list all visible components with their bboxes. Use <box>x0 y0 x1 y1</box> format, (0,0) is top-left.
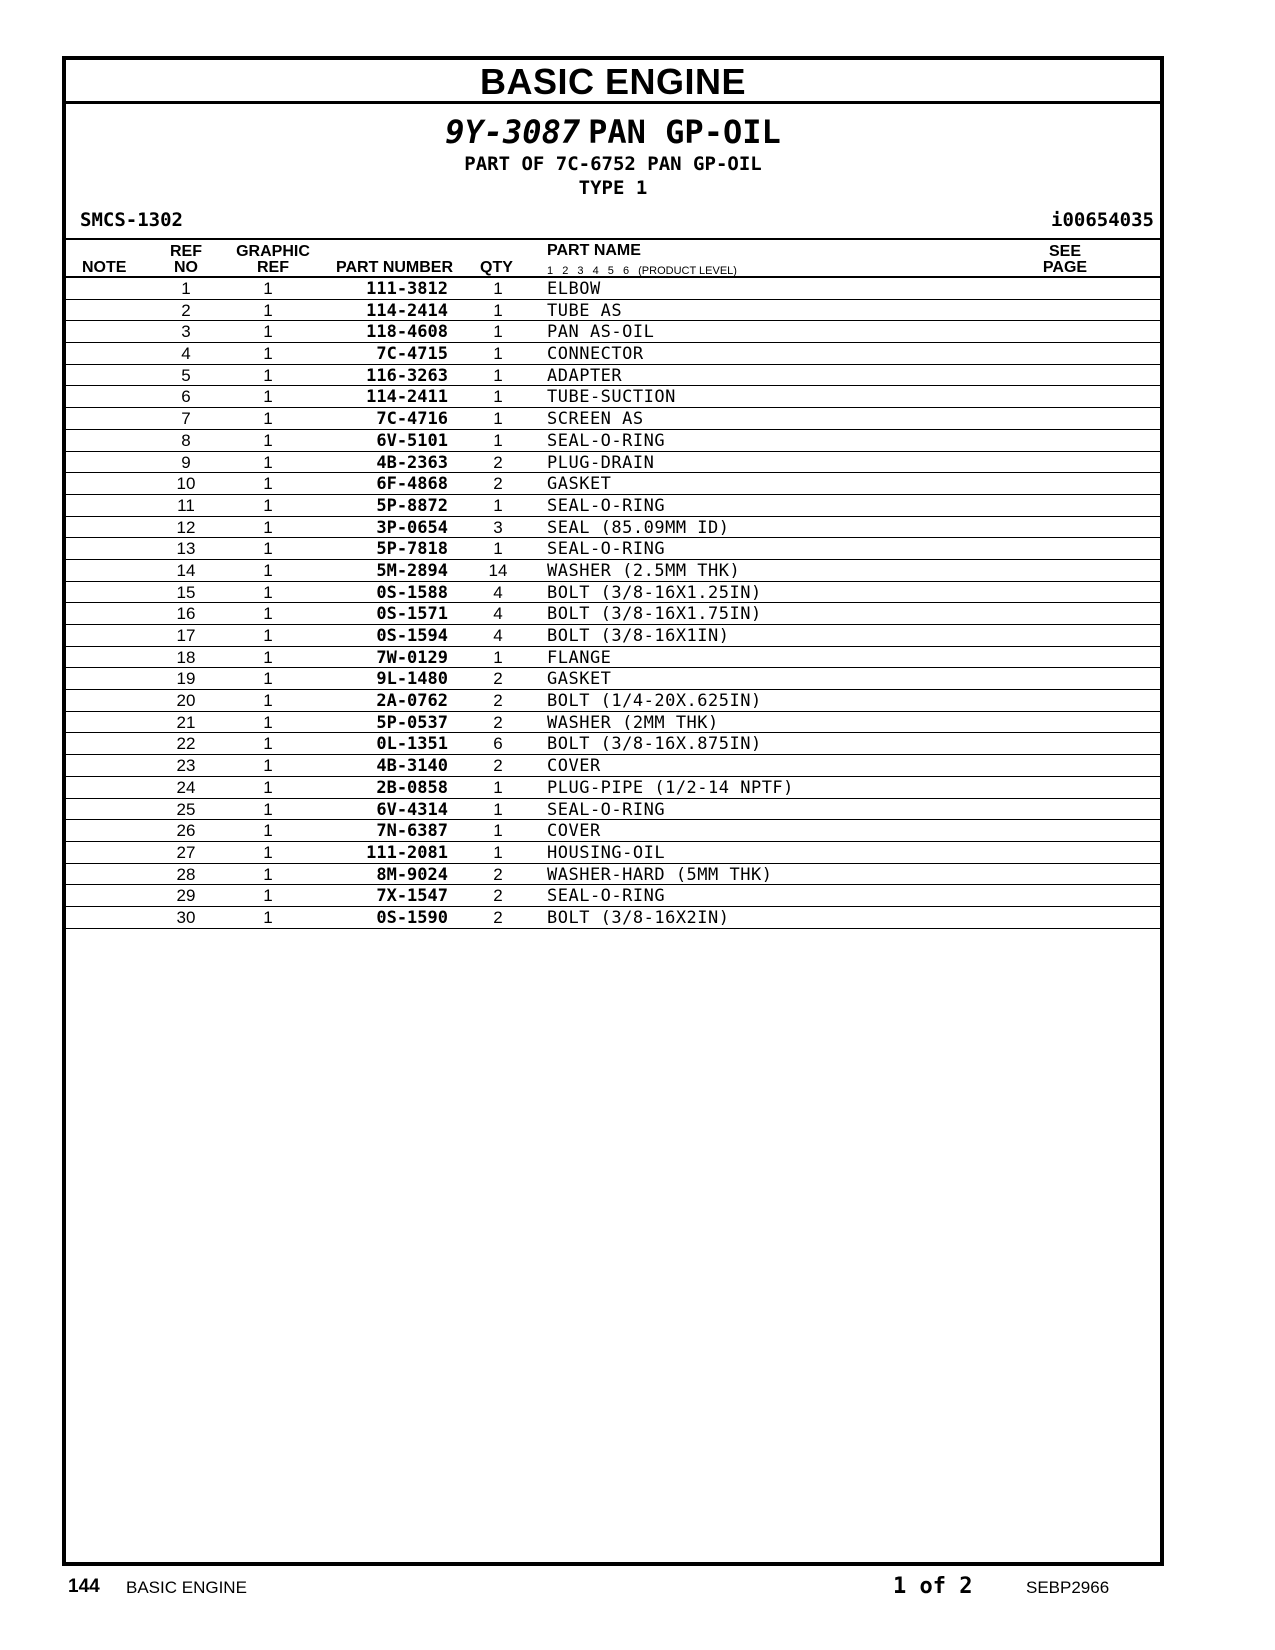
table-row <box>66 712 1160 734</box>
part-name-cell: ADAPTER <box>547 365 623 386</box>
table-row <box>66 430 1160 452</box>
part-name-cell: SCREEN AS <box>547 409 644 430</box>
part-number-cell: 0S-1594 <box>376 626 448 646</box>
graphic-ref-cell: 1 <box>263 691 273 711</box>
qty-cell: 2 <box>493 756 503 776</box>
part-number-cell: 7C-4716 <box>376 409 448 430</box>
qty-cell: 1 <box>493 842 503 862</box>
part-number-cell: 5P-0537 <box>376 712 448 733</box>
group-name: PAN GP-OIL <box>588 113 781 151</box>
part-number-cell: 0S-1588 <box>376 582 448 603</box>
ref-no-cell: 24 <box>176 777 196 797</box>
table-row <box>66 668 1160 690</box>
part-number-cell: 7X-1547 <box>376 886 448 907</box>
ref-no-cell: 9 <box>181 452 191 472</box>
part-name-cell: BOLT (3/8-16X.875IN) <box>547 734 762 755</box>
part-name-cell: CONNECTOR <box>547 344 644 365</box>
type-line: TYPE 1 <box>578 177 648 199</box>
graphic-ref-cell: 1 <box>263 279 273 298</box>
part-number-cell: 118-4608 <box>366 322 448 343</box>
ref-no-cell: 13 <box>176 539 196 559</box>
ref-no-cell: 29 <box>176 886 196 906</box>
header-ref-no <box>166 244 206 276</box>
table-row <box>66 517 1160 539</box>
ref-no-cell: 1 <box>181 279 191 298</box>
part-name-cell: BOLT (3/8-16X1IN) <box>547 626 730 646</box>
qty-cell: 1 <box>493 279 503 298</box>
part-name-cell: BOLT (3/8-16X2IN) <box>547 907 730 928</box>
table-row <box>66 365 1160 387</box>
graphic-ref-cell: 1 <box>263 452 273 472</box>
part-number-cell: 114-2411 <box>366 387 448 408</box>
ref-no-cell: 8 <box>181 430 191 450</box>
table-row <box>66 300 1160 322</box>
qty-cell: 1 <box>493 387 503 407</box>
group-number: 9Y-3087 <box>445 113 581 151</box>
level-1: 1 <box>547 265 554 277</box>
part-number-cell: 111-2081 <box>366 842 448 863</box>
graphic-ref-cell: 1 <box>263 495 273 515</box>
graphic-ref-cell: 1 <box>263 322 273 342</box>
ref-no-cell: 14 <box>176 560 196 580</box>
table-row <box>66 625 1160 647</box>
qty-cell: 1 <box>493 409 503 429</box>
part-name-cell: PAN AS-OIL <box>547 322 655 343</box>
table-row <box>66 733 1160 755</box>
part-name-cell: SEAL-O-RING <box>547 886 666 907</box>
ref-no-cell: 16 <box>176 604 196 624</box>
footer-section-name: BASIC ENGINE <box>126 1578 247 1597</box>
qty-cell: 2 <box>493 886 503 906</box>
part-number-cell: 7N-6387 <box>376 821 448 842</box>
table-row <box>66 386 1160 408</box>
part-number-cell: 3P-0654 <box>376 517 448 538</box>
smcs-code: SMCS-1302 <box>80 209 183 231</box>
table-row <box>66 560 1160 582</box>
part-number-cell: 111-3812 <box>366 279 448 299</box>
page-of-count: 1 of 2 <box>893 1574 973 1599</box>
level-6: 6 <box>622 265 630 277</box>
part-name-cell: WASHER (2.5MM THK) <box>547 560 741 581</box>
part-name-cell: COVER <box>547 756 601 777</box>
part-number-cell: 9L-1480 <box>376 669 448 690</box>
graphic-ref-cell: 1 <box>263 842 273 862</box>
table-row <box>66 452 1160 474</box>
table-row <box>66 603 1160 625</box>
ref-no-cell: 18 <box>176 647 196 667</box>
graphic-ref-cell: 1 <box>263 647 273 667</box>
part-name-cell: WASHER (2MM THK) <box>547 712 719 733</box>
qty-cell: 1 <box>493 322 503 342</box>
qty-cell: 4 <box>493 604 503 624</box>
header-see-page <box>1041 244 1089 276</box>
part-number-cell: 7W-0129 <box>376 647 448 668</box>
ref-no-cell: 11 <box>177 495 195 515</box>
graphic-ref-cell: 1 <box>263 560 273 580</box>
header-note: NOTE <box>82 259 127 276</box>
graphic-ref-cell: 1 <box>263 300 273 320</box>
part-number-cell: 2B-0858 <box>376 777 448 798</box>
table-row <box>66 321 1160 343</box>
header-graphic-ref-line1: GRAPHIC <box>236 243 310 260</box>
qty-cell: 1 <box>493 799 503 819</box>
part-number-cell: 5P-7818 <box>376 539 448 560</box>
qty-cell: 1 <box>493 430 503 450</box>
part-name-cell: PLUG-DRAIN <box>547 452 655 473</box>
ref-no-cell: 28 <box>176 864 196 884</box>
table-row <box>66 343 1160 365</box>
header-ref-no-line2: NO <box>174 259 198 276</box>
part-name-cell: COVER <box>547 821 601 842</box>
qty-cell: 1 <box>493 495 503 515</box>
header-see-page-line1: SEE <box>1048 243 1081 260</box>
part-name-cell: TUBE AS <box>547 300 623 321</box>
qty-cell: 3 <box>493 517 503 537</box>
graphic-ref-cell: 1 <box>263 365 273 385</box>
ref-no-cell: 19 <box>176 669 196 689</box>
header-product-levels <box>547 263 737 279</box>
header-see-page-line2: PAGE <box>1042 259 1088 276</box>
table-row <box>66 842 1160 864</box>
graphic-ref-cell: 1 <box>263 756 273 776</box>
graphic-ref-cell: 1 <box>263 734 273 754</box>
part-of-line: PART OF 7C-6752 PAN GP-OIL <box>464 153 762 175</box>
part-number-cell: 8M-9024 <box>376 864 448 885</box>
part-number-cell: 7C-4715 <box>376 344 448 365</box>
table-row <box>66 690 1160 712</box>
part-name-cell: BOLT (3/8-16X1.75IN) <box>547 604 762 625</box>
part-name-cell: ELBOW <box>547 279 601 299</box>
ref-no-cell: 2 <box>181 300 191 320</box>
group-heading <box>66 114 1160 150</box>
ref-no-cell: 17 <box>176 626 196 645</box>
header-part-number: PART NUMBER <box>336 259 454 276</box>
table-row <box>66 538 1160 560</box>
table-row <box>66 755 1160 777</box>
graphic-ref-cell: 1 <box>263 409 273 429</box>
part-name-cell: SEAL-O-RING <box>547 430 666 451</box>
part-number-cell: 6V-4314 <box>376 799 448 820</box>
qty-cell: 2 <box>493 669 503 689</box>
section-title-bar <box>66 60 1160 104</box>
graphic-ref-cell: 1 <box>263 430 273 450</box>
graphic-ref-cell: 1 <box>263 712 273 732</box>
qty-cell: 1 <box>493 300 503 320</box>
table-row <box>66 777 1160 799</box>
ref-no-cell: 25 <box>176 799 196 819</box>
qty-cell: 6 <box>493 734 503 754</box>
qty-cell: 2 <box>493 452 503 472</box>
parts-table-body <box>66 278 1160 929</box>
qty-cell: 14 <box>488 560 508 580</box>
ref-no-cell: 21 <box>176 712 196 732</box>
table-row <box>66 864 1160 886</box>
qty-cell: 1 <box>493 647 503 667</box>
header-qty: QTY <box>480 259 513 276</box>
graphic-ref-cell: 1 <box>263 799 273 819</box>
part-name-cell: FLANGE <box>547 647 612 668</box>
part-name-cell: GASKET <box>547 669 612 690</box>
section-title: BASIC ENGINE <box>479 61 747 102</box>
graphic-ref-cell: 1 <box>263 821 273 841</box>
part-name-cell: SEAL-O-RING <box>547 799 666 820</box>
part-name-cell: SEAL (85.09MM ID) <box>547 517 730 538</box>
table-row <box>66 495 1160 517</box>
qty-cell: 1 <box>493 777 503 797</box>
illustration-id: i00654035 <box>1051 209 1154 231</box>
part-number-cell: 4B-3140 <box>376 756 448 777</box>
part-number-cell: 0L-1351 <box>376 734 448 755</box>
part-name-cell: GASKET <box>547 474 612 495</box>
part-number-cell: 5M-2894 <box>376 560 448 581</box>
part-name-cell: PLUG-PIPE (1/2-14 NPTF) <box>547 777 794 798</box>
page-number: 144 <box>68 1576 100 1597</box>
table-row <box>66 582 1160 604</box>
graphic-ref-cell: 1 <box>263 517 273 537</box>
qty-cell: 4 <box>493 582 503 602</box>
qty-cell: 2 <box>493 712 503 732</box>
part-number-cell: 6V-5101 <box>376 430 448 451</box>
table-header <box>66 238 1160 278</box>
table-row <box>66 885 1160 907</box>
ref-no-cell: 5 <box>181 365 191 385</box>
qty-cell: 2 <box>493 474 503 494</box>
ref-no-cell: 27 <box>176 842 196 862</box>
header-graphic-ref <box>228 244 318 276</box>
ref-no-cell: 20 <box>176 691 196 711</box>
graphic-ref-cell: 1 <box>263 474 273 494</box>
product-level-label: (PRODUCT LEVEL) <box>638 265 737 277</box>
qty-cell: 2 <box>493 864 503 884</box>
ref-no-cell: 15 <box>176 582 196 602</box>
graphic-ref-cell: 1 <box>263 539 273 559</box>
ref-no-cell: 26 <box>176 821 196 841</box>
ref-no-cell: 6 <box>181 387 191 407</box>
part-name-cell: TUBE-SUCTION <box>547 387 676 408</box>
part-number-cell: 116-3263 <box>366 365 448 386</box>
header-ref-no-line1: REF <box>170 243 202 260</box>
ref-no-cell: 23 <box>176 756 196 776</box>
part-number-cell: 6F-4868 <box>376 474 448 495</box>
part-number-cell: 114-2414 <box>366 300 448 321</box>
qty-cell: 4 <box>493 626 503 645</box>
graphic-ref-cell: 1 <box>263 604 273 624</box>
table-row <box>66 647 1160 669</box>
level-3: 3 <box>577 265 584 277</box>
graphic-ref-cell: 1 <box>263 626 273 645</box>
part-number-cell: 5P-8872 <box>376 495 448 516</box>
level-2: 2 <box>562 265 569 277</box>
page-footer <box>0 1566 1275 1606</box>
part-number-cell: 0S-1590 <box>376 907 448 928</box>
ref-no-cell: 10 <box>176 474 196 494</box>
header-graphic-ref-line2: REF <box>257 259 289 276</box>
ref-no-cell: 7 <box>181 409 191 429</box>
table-row <box>66 799 1160 821</box>
ref-no-cell: 22 <box>176 734 196 754</box>
part-name-cell: WASHER-HARD (5MM THK) <box>547 864 773 885</box>
graphic-ref-cell: 1 <box>263 344 273 364</box>
part-name-cell: SEAL-O-RING <box>547 495 666 516</box>
level-5: 5 <box>607 265 614 277</box>
part-number-cell: 4B-2363 <box>376 452 448 473</box>
part-number-cell: 0S-1571 <box>376 604 448 625</box>
part-name-cell: SEAL-O-RING <box>547 539 666 560</box>
qty-cell: 1 <box>493 539 503 559</box>
qty-cell: 1 <box>493 344 503 364</box>
qty-cell: 1 <box>493 365 503 385</box>
part-name-cell: HOUSING-OIL <box>547 842 666 863</box>
header-part-name: PART NAME <box>547 242 641 259</box>
ref-no-cell: 3 <box>181 322 191 342</box>
table-row <box>66 820 1160 842</box>
qty-cell: 1 <box>493 821 503 841</box>
graphic-ref-cell: 1 <box>263 886 273 906</box>
graphic-ref-cell: 1 <box>263 907 273 927</box>
level-4: 4 <box>592 265 599 277</box>
graphic-ref-cell: 1 <box>263 777 273 797</box>
table-row <box>66 278 1160 300</box>
part-name-cell: BOLT (3/8-16X1.25IN) <box>547 582 762 603</box>
table-row <box>66 907 1160 929</box>
document-id: SEBP2966 <box>1026 1578 1110 1597</box>
graphic-ref-cell: 1 <box>263 864 273 884</box>
graphic-ref-cell: 1 <box>263 582 273 602</box>
ref-no-cell: 12 <box>176 517 196 537</box>
graphic-ref-cell: 1 <box>263 669 273 689</box>
table-row <box>66 473 1160 495</box>
qty-cell: 2 <box>493 907 503 927</box>
page-frame <box>62 56 1164 1566</box>
ref-no-cell: 4 <box>181 344 191 364</box>
part-number-cell: 2A-0762 <box>376 691 448 712</box>
qty-cell: 2 <box>493 691 503 711</box>
table-row <box>66 408 1160 430</box>
graphic-ref-cell: 1 <box>263 387 273 407</box>
ref-no-cell: 30 <box>176 907 196 927</box>
part-name-cell: BOLT (1/4-20X.625IN) <box>547 691 762 712</box>
